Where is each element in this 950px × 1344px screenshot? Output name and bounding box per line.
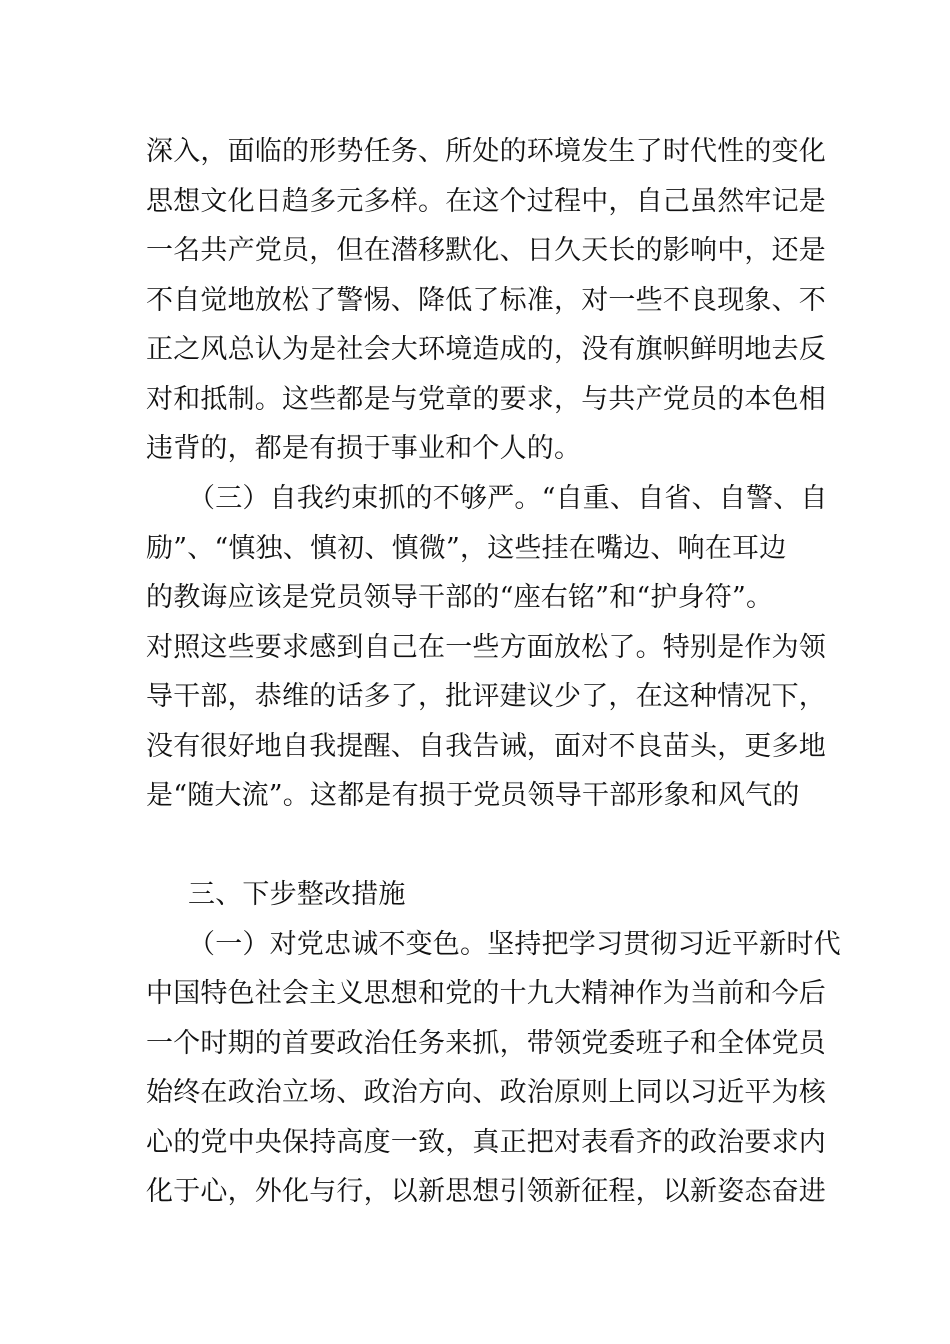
- text-line: 化于心，外化与行，以新思想引领新征程，以新姿态奋进: [146, 1176, 826, 1207]
- text-line: 是“随大流”。这都是有损于党员领导干部形象和风气的: [146, 780, 800, 811]
- text-line: 一个时期的首要政治任务来抓，带领党委班子和全体党员: [146, 1028, 826, 1059]
- text-line: 对照这些要求感到自己在一些方面放松了。特别是作为领: [146, 632, 826, 663]
- text-line: 一名共产党员，但在潜移默化、日久天长的影响中，还是: [146, 235, 826, 266]
- text-line: 心的党中央保持高度一致，真正把对表看齐的政治要求内: [146, 1127, 826, 1158]
- text-line: 始终在政治立场、政治方向、政治原则上同以习近平为核: [146, 1077, 826, 1108]
- section-heading: 三、下步整改措施: [188, 879, 406, 910]
- text-line: 深入，面临的形势任务、所处的环境发生了时代性的变化: [146, 136, 826, 167]
- text-line: 励”、“慎独、慎初、慎微”，这些挂在嘴边、响在耳边: [146, 533, 787, 564]
- text-line: 的教诲应该是党员领导干部的“座右铭”和“护身符”。: [146, 582, 774, 613]
- text-line: 没有很好地自我提醒、自我告诫，面对不良苗头，更多地: [146, 731, 826, 762]
- paragraph-start-line: （一）对党忠诚不变色。坚持把学习贯彻习近平新时代: [188, 929, 841, 960]
- text-line: 正之风总认为是社会大环境造成的，没有旗帜鲜明地去反: [146, 334, 826, 365]
- text-line: 中国特色社会主义思想和党的十九大精神作为当前和今后: [146, 978, 826, 1009]
- text-line: 违背的，都是有损于事业和个人的。: [146, 433, 582, 464]
- text-line: 不自觉地放松了警惕、降低了标准，对一些不良现象、不: [146, 285, 826, 316]
- text-line: 思想文化日趋多元多样。在这个过程中，自己虽然牢记是: [146, 186, 826, 217]
- text-line: 对和抵制。这些都是与党章的要求，与共产党员的本色相: [146, 384, 826, 415]
- paragraph-start-line: （三）自我约束抓的不够严。“自重、自省、自警、自: [188, 483, 828, 514]
- text-line: 导干部，恭维的话多了，批评建议少了，在这种情况下，: [146, 681, 826, 712]
